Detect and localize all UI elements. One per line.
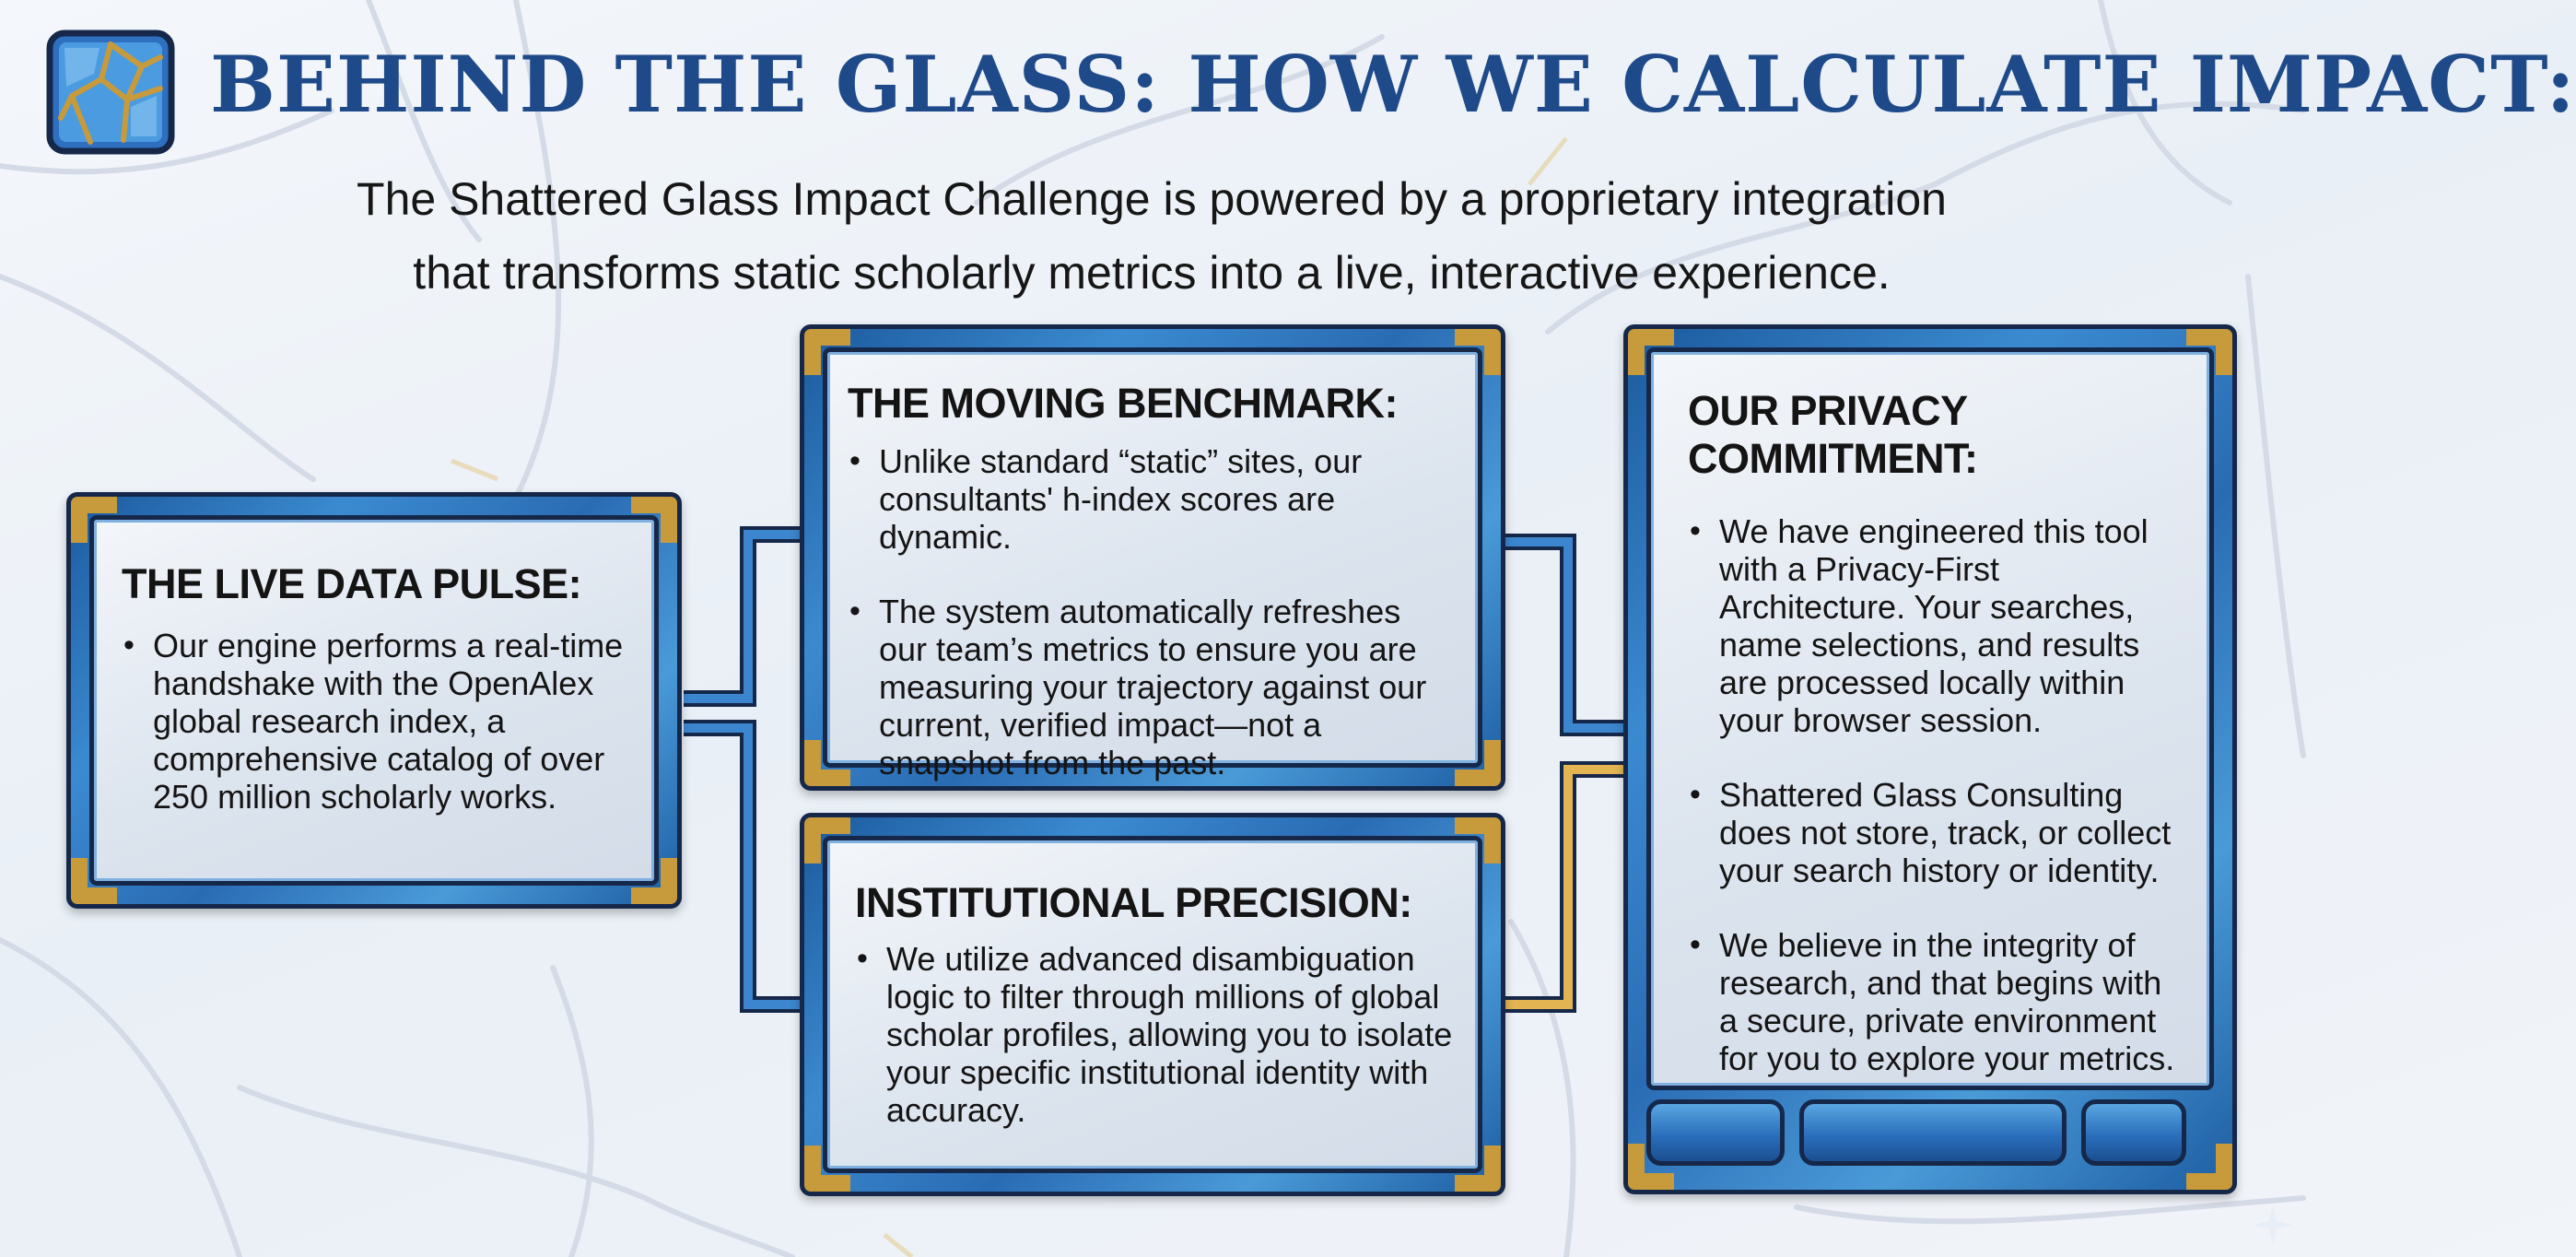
panel-title <box>1688 387 2189 483</box>
panel-title: INSTITUTIONAL PRECISION: <box>855 879 1412 926</box>
page-subtitle <box>230 162 2073 310</box>
bullet-item: • The system automatically refreshes our team’s metrics to ensure you are measuring your trajectory against our current, verified impact—not a snapshot from the past. <box>848 593 1458 781</box>
subtitle-line: that transforms static scholarly metrics into a live, interactive experience. <box>413 247 1891 299</box>
glass-tile <box>1646 1099 1785 1166</box>
panel-glass <box>89 515 659 886</box>
panel-glass <box>823 836 1482 1173</box>
panel-title-line: OUR PRIVACY <box>1688 387 1968 434</box>
bullet-list <box>855 940 1458 1129</box>
stained-glass-logo-icon <box>46 29 175 155</box>
panel-glass <box>823 347 1482 781</box>
decorative-glass-tiles <box>1646 1094 2214 1171</box>
institutional-precision-panel <box>800 813 1505 1196</box>
bullet-item: • We utilize advanced disambiguation logic to filter through millions of global scholar profiles, allowing you to isolate your specific institutional identity with accuracy. <box>855 940 1458 1129</box>
sparkle-icon <box>2254 1205 2292 1244</box>
panel-title: THE LIVE DATA PULSE: <box>122 560 582 607</box>
page-title: BEHIND THE GLASS: HOW WE CALCULATE IMPACT: <box>210 39 2576 130</box>
bullet-item: • Shattered Glass Consulting does not store, track, or collect your search history or identity. <box>1688 776 2189 889</box>
bullet-list <box>122 627 632 816</box>
glass-tile <box>2081 1099 2186 1166</box>
moving-benchmark-panel <box>800 324 1505 791</box>
bullet-item: • Our engine performs a real-time handshake with the OpenAlex global research index, a comprehensive catalog of over 250 million scholarly works. <box>122 627 632 816</box>
bullet-item: • We believe in the integrity of research, and that begins with a secure, private environment for you to explore your metrics. <box>1688 926 2189 1077</box>
bullet-item: • We have engineered this tool with a Privacy-First Architecture. Your searches, name selections, and results are processed locally within your browser session. <box>1688 512 2189 739</box>
live-data-pulse-panel <box>66 492 682 909</box>
bullet-list <box>1688 512 2189 1077</box>
bullet-item: • Unlike standard “static” sites, our consultants' h-index scores are dynamic. <box>848 442 1458 556</box>
bullet-list <box>848 442 1458 781</box>
subtitle-line: The Shattered Glass Impact Challenge is powered by a proprietary integration <box>357 173 1947 225</box>
panel-glass <box>1646 347 2214 1090</box>
panel-title-line: COMMITMENT: <box>1688 435 1978 482</box>
panel-title: THE MOVING BENCHMARK: <box>848 380 1398 427</box>
glass-tile <box>1799 1099 2067 1166</box>
privacy-commitment-panel <box>1623 324 2237 1194</box>
